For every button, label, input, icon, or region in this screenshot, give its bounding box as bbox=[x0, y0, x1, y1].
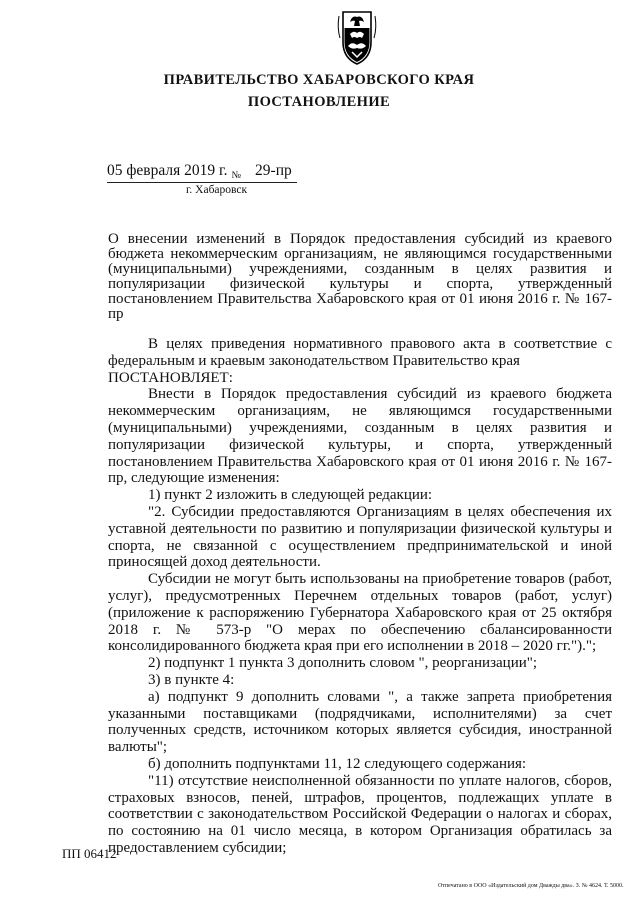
document-date: 05 февраля 2019 г. bbox=[107, 162, 228, 179]
number-sign: № bbox=[231, 170, 242, 181]
body-paragraph: 2) подпункт 1 пункта 3 дополнить словом ", реорганизации"; bbox=[148, 655, 538, 672]
body-paragraph: а) подпункт 9 дополнить словами ", а также запрета приобретения указанными поставщиками (подрядчиками, исполнителями) за счет полученных средств, источником которых является субсидия, иностранной валюты"; bbox=[108, 688, 612, 756]
document-subject: О внесении изменений в Порядок предоставления субсидий из краевого бюджета некоммерческим организациям, не являющимся государственными (муниципальными) учреждениями, созданным в целях развития и популяризации физической культуры и спорта, утвержденный постановлением Правительства Хабаровского края от 01 июня 2016 г. № 167-пр bbox=[108, 231, 612, 322]
resolve-word: ПОСТАНОВЛЯЕТ: bbox=[108, 369, 233, 386]
document-body bbox=[108, 336, 612, 857]
body-paragraph: Внести в Порядок предоставления субсидий из краевого бюджета некоммерческим организациям, не являющимся государственными (муниципальными) учреждениями, созданным в целях развития и популяризации физической культуры, и спорта, утвержденный постановлением Правительства Хабаровского края от 01 июня 2016 г. № 167-пр, следующие изменения: bbox=[108, 386, 612, 487]
government-title: ПРАВИТЕЛЬСТВО ХАБАРОВСКОГО КРАЯ bbox=[163, 72, 475, 88]
city-label: г. Хабаровск bbox=[186, 184, 248, 196]
body-paragraph: Субсидии не могут быть использованы на приобретение товаров (работ, услуг), предусмотренных Перечнем отдельных товаров (работ, услуг) (приложение к распоряжению Губернатора Хабаровского края от 25 октября 2018 г. № 573-р "О мерах по обеспечению сбалансированности консолидированного бюджета края при его исполнении в 2018 – 2020 гг.")."; bbox=[108, 571, 612, 655]
body-paragraph: "2. Субсидии предоставляются Организациям в целях обеспечения их уставной деятельности по развитию и популяризации физической культуры и спорта, не связанной с осуществлением предпринимательской и иной приносящей доход деятельности. bbox=[108, 503, 612, 571]
body-paragraph: б) дополнить подпунктами 11, 12 следующего содержания: bbox=[148, 755, 527, 772]
coat-of-arms-emblem bbox=[334, 8, 380, 66]
intro-paragraph: В целях приведения нормативного правового акта в соответствие с федеральным и краевым законодательством Правительство края bbox=[108, 336, 612, 369]
document-type-title: ПОСТАНОВЛЕНИЕ bbox=[247, 94, 391, 110]
date-underline bbox=[107, 182, 297, 183]
footer-code: ПП 06412 bbox=[62, 846, 117, 861]
document-number: 29-пр bbox=[255, 162, 292, 179]
date-number-line bbox=[107, 162, 292, 180]
body-paragraph: 3) в пункте 4: bbox=[148, 671, 235, 688]
body-paragraph: "11) отсутствие неисполненной обязанности по уплате налогов, сборов, страховых взносов, пеней, штрафов, процентов, подлежащих уплате в соответствии с законодательством Российской Федерации о налогах и сборах, по состоянию на 01 число месяца, в котором Организация обратилась за предоставлением субсидии; bbox=[108, 772, 612, 856]
printer-note: Отпечатано в ООО «Издательский дом Дважды два». З. № 4624. Т. 5000. bbox=[438, 883, 624, 889]
body-paragraph: 1) пункт 2 изложить в следующей редакции: bbox=[148, 487, 433, 504]
